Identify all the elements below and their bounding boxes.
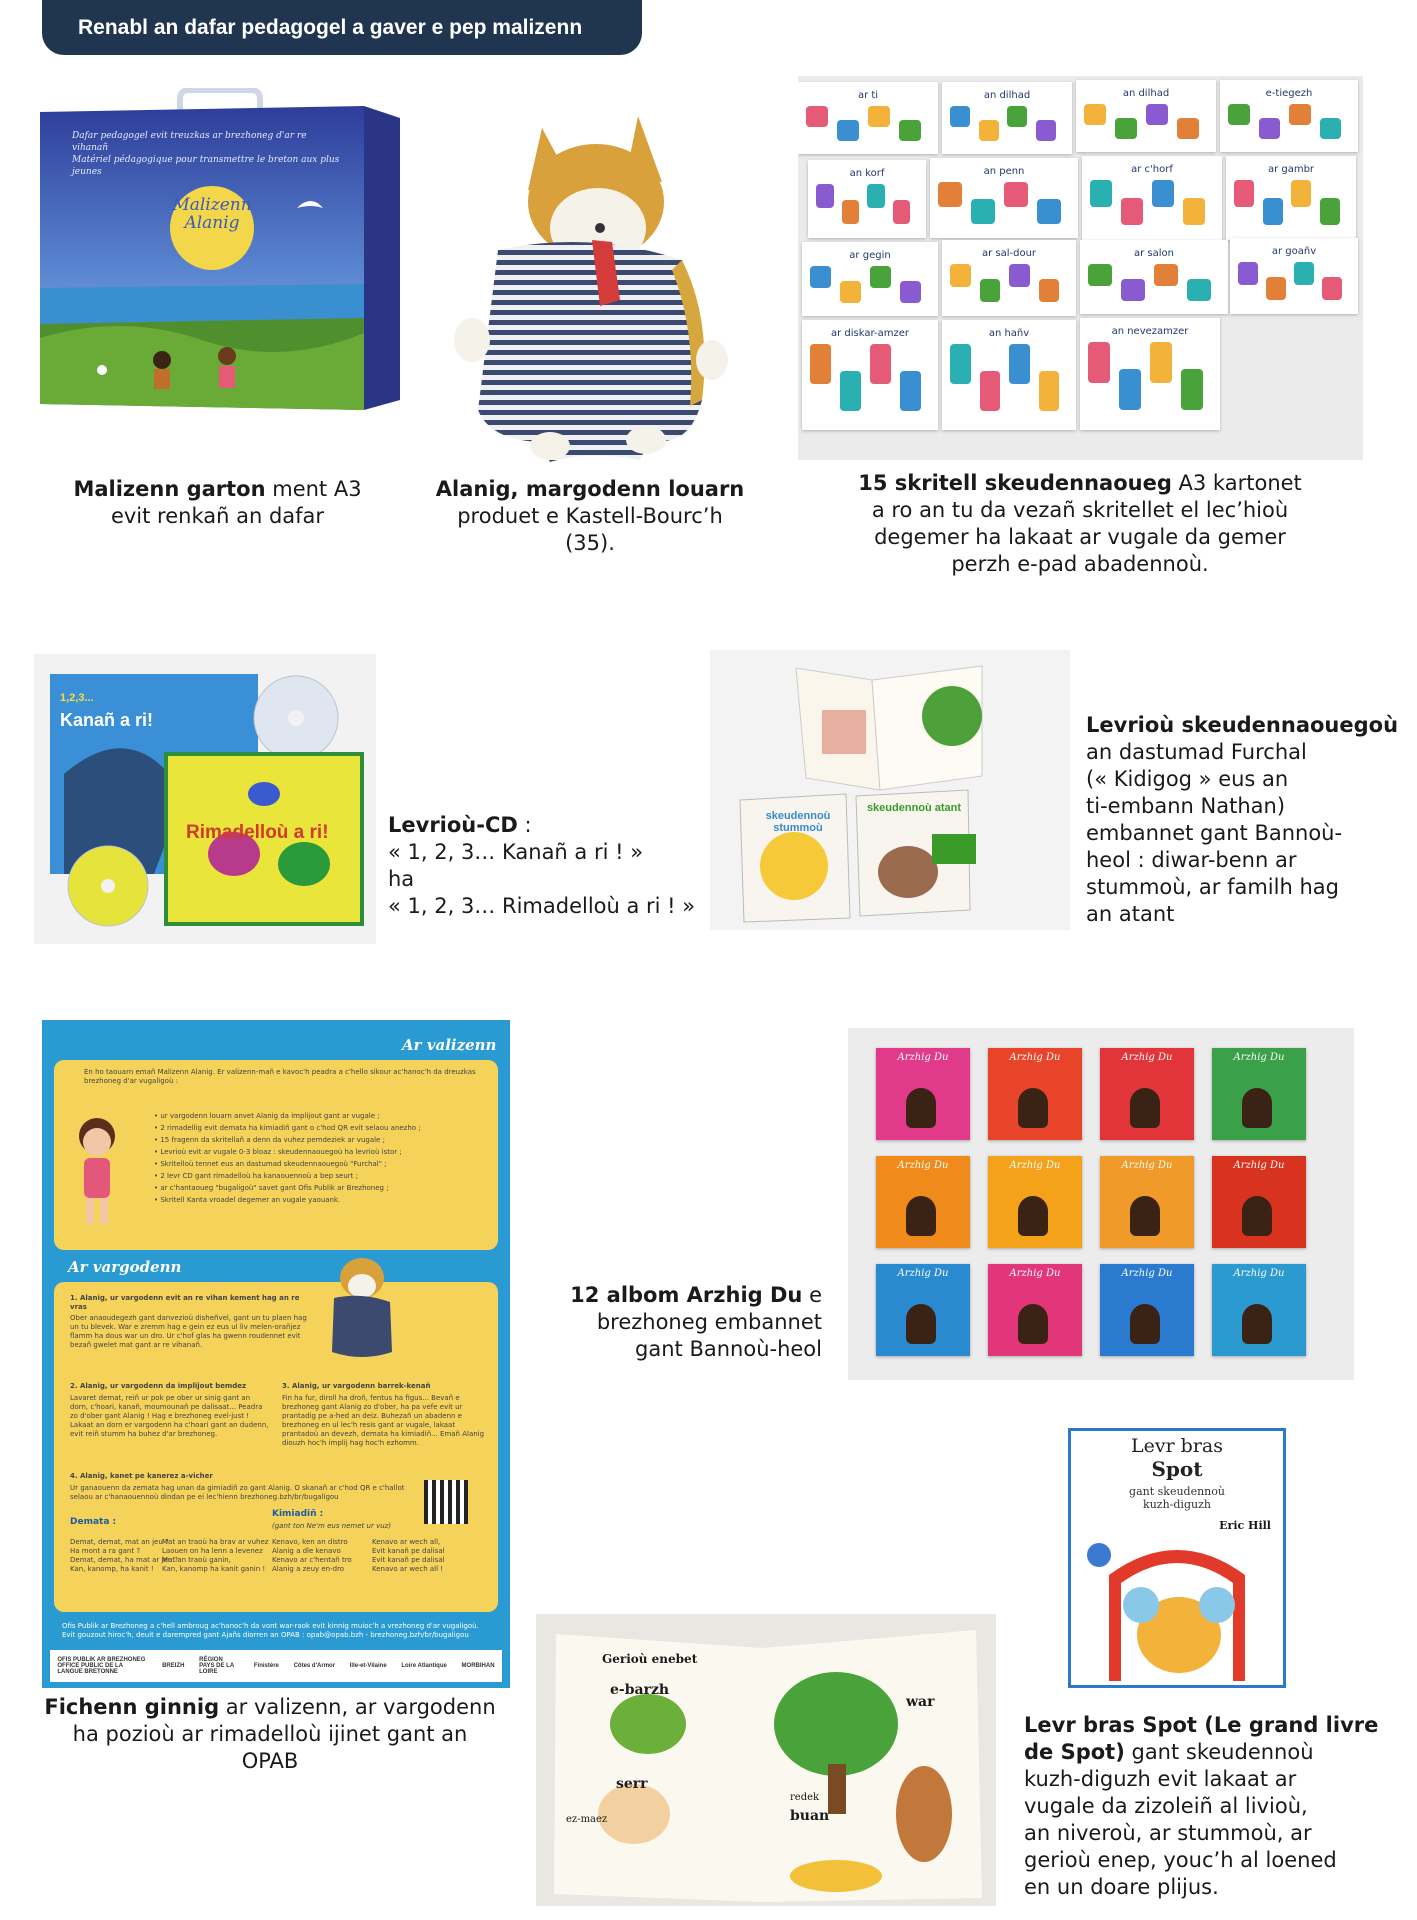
- info-sheet-sec4-text: Ur ganaouenn da zemata hag unan da gimiadiñ zo gant Alanig. O skanañ ar c'hod QR e c'hallot selaou ar c'hanaouennoù dindan pe ei lec'hienn brezhoneg.bzh/br/bugaligou: [70, 1484, 405, 1501]
- spot-caption-bold: Levr bras Spot (Le grand livre: [1024, 1713, 1379, 1737]
- bear-illustration: [1242, 1196, 1272, 1236]
- spot-page-word-5: buan: [790, 1808, 830, 1824]
- spot-caption-line4: vugale da zizoleiñ al livioù,: [1024, 1794, 1308, 1818]
- fox-puppet-illustration: [450, 110, 730, 462]
- cd-caption-line4: « 1, 2, 3… Rimadelloù a ri ! »: [388, 894, 696, 918]
- info-sheet-bullet: • 2 rimadellig evit demata ha kimiadiñ gant o c'hod QR evit selaou anezho ;: [154, 1124, 421, 1132]
- poster-card-picture: [1090, 180, 1112, 207]
- poster-card-title: ar ti: [857, 90, 879, 101]
- poster-card-picture: [1238, 262, 1258, 285]
- puppet-caption-line2: produet e Kastell-Bourc’h: [457, 504, 723, 528]
- poster-card-picture: [971, 199, 995, 224]
- arzhig-album-title: Arzhig Du: [1009, 1052, 1061, 1063]
- arzhig-album-title: Arzhig Du: [897, 1268, 949, 1279]
- arzhig-album-cover: [1212, 1264, 1306, 1356]
- poster-card-picture: [1289, 104, 1311, 125]
- arzhig-album-cover: [1100, 1048, 1194, 1140]
- puppet-image: [450, 110, 730, 462]
- bear-illustration: [1242, 1088, 1272, 1128]
- poster-card-picture: [840, 281, 861, 303]
- cd-book1-num: 1,2,3...: [60, 692, 94, 704]
- arzhig-album-cover: [876, 1048, 970, 1140]
- info-sheet-caption-rest: ar valizenn, ar vargodenn: [219, 1695, 496, 1719]
- info-sheet-sec3-text: Fin ha fur, diroll ha droñ, fentus ha figus... Bevañ e brezhoneg gant Alanig zo d'ober, ha pa vefe evit ur prantadig pe a-hed an deiz. Buhezañ un abadenn e brezhoneg en ul lec'h resis gant ar vugale, lakaat prantadoù an devezh, demata ha kimiadiñ... Emañ Alanig diouzh hoc'h implij hag hoc'h ezhomm.: [282, 1394, 485, 1447]
- cd-book2-title: Rimadelloù a ri!: [186, 822, 329, 843]
- spot-caption-line5: an niveroù, ar stummoù, ar: [1024, 1821, 1312, 1845]
- posters-caption-rest: A3 kartonet: [1171, 471, 1302, 495]
- poster-card-picture: [1320, 118, 1342, 139]
- puppet-caption-line3: (35).: [565, 531, 615, 555]
- arzhig-album-cover: [876, 1264, 970, 1356]
- poster-card: [1080, 318, 1220, 430]
- song-line: Evit kanañ pe dalisal: [372, 1547, 445, 1555]
- demata-label: Demata :: [70, 1517, 117, 1527]
- poster-card-picture: [867, 184, 885, 208]
- poster-card-picture: [899, 120, 921, 141]
- poster-card-picture: [980, 371, 1001, 411]
- info-sheet-caption: [30, 1694, 510, 1775]
- furchal-book1-title: skeudennoù stummoù: [765, 810, 831, 834]
- info-sheet-title-2: Ar vargodenn: [68, 1258, 182, 1276]
- poster-card-picture: [840, 371, 861, 411]
- furchal-caption-line7: stummoù, ar familh hag: [1086, 875, 1339, 899]
- arzhig-album-title: Arzhig Du: [897, 1052, 949, 1063]
- poster-card-picture: [1263, 198, 1283, 225]
- song-line: Demat, demat, ha mat ar jeu ?: [70, 1556, 179, 1564]
- poster-card: [798, 82, 938, 154]
- poster-card-picture: [1121, 279, 1145, 301]
- info-sheet-bullet: • 15 fragenn da skritellañ a denn da vuhez pemdeziek ar vugale ;: [154, 1136, 385, 1144]
- info-sheet-title-1: Ar valizenn: [402, 1036, 497, 1054]
- poster-card-picture: [870, 344, 891, 384]
- puppet-small-illustration: [322, 1252, 402, 1362]
- poster-card: [942, 240, 1076, 316]
- spot-cover-title1: Levr bras: [1130, 1435, 1224, 1457]
- posters-caption-line2: a ro an tu da vezañ skritellet el lec’hioù: [871, 498, 1289, 522]
- info-sheet-caption-line3: OPAB: [241, 1749, 299, 1773]
- poster-card-picture: [1088, 342, 1110, 383]
- logo-ille-vilaine: Ille-et-Vilaine: [349, 1663, 387, 1669]
- info-sheet-sec1-title: 1. Alanig, ur vargodenn evit an re vihan kement hag an re vras: [70, 1294, 300, 1311]
- song-line: Demat, demat, mat an jeu ?: [70, 1538, 169, 1546]
- info-sheet-bullets: [154, 1112, 494, 1208]
- bear-illustration: [906, 1196, 936, 1236]
- poster-card-picture: [950, 344, 971, 384]
- arzhig-album-title: Arzhig Du: [1233, 1268, 1285, 1279]
- furchal-book2-title: skeudennoù atant: [866, 802, 962, 814]
- poster-card-picture: [1152, 180, 1174, 207]
- kimiadin-lines-1: [272, 1538, 352, 1574]
- poster-card-title: an dilhad: [1122, 88, 1170, 99]
- bear-illustration: [1130, 1088, 1160, 1128]
- info-sheet-caption-bold: Fichenn ginnig: [44, 1695, 220, 1719]
- song-line: Kenavo ar wech all,: [372, 1538, 441, 1546]
- poster-card-picture: [1320, 198, 1340, 225]
- poster-card-picture: [900, 281, 921, 303]
- logo-loire-atlantique: Loire Atlantique: [401, 1663, 447, 1669]
- poster-card-title: ar goañv: [1271, 246, 1317, 257]
- poster-card-picture: [980, 279, 1001, 302]
- poster-card-picture: [1154, 264, 1178, 286]
- bear-illustration: [906, 1088, 936, 1128]
- poster-card: [1080, 240, 1228, 314]
- bear-illustration: [1018, 1088, 1048, 1128]
- kimiadin-lines-2: [372, 1538, 445, 1574]
- logo-finistere: Finistère: [253, 1663, 279, 1669]
- poster-card-picture: [979, 120, 999, 141]
- arzhig-caption-rest: e: [802, 1283, 822, 1307]
- song-line: Alanig a dle kenavo: [272, 1547, 341, 1555]
- arzhig-caption-bold: 12 albom Arzhig Du: [570, 1283, 803, 1307]
- cd-caption-line3: ha: [388, 867, 415, 891]
- kimiadin-label: Kimiadiñ :: [272, 1509, 324, 1519]
- poster-card-picture: [1004, 182, 1028, 207]
- cd-book1-title: Kanañ a ri!: [60, 710, 154, 730]
- demata-lines-2: [162, 1538, 268, 1574]
- poster-card-picture: [842, 200, 860, 224]
- suitcase-caption-bold: Malizenn garton: [73, 477, 266, 501]
- cd-caption-rest: :: [517, 813, 532, 837]
- poster-card-title: e-tiegezh: [1265, 88, 1313, 99]
- info-sheet-image: [42, 1020, 510, 1688]
- arzhig-albums-image: [848, 1028, 1354, 1380]
- spot-caption-rest: gant skeudennoù: [1124, 1740, 1314, 1764]
- poster-card-picture: [816, 184, 834, 208]
- arzhig-album-title: Arzhig Du: [1009, 1268, 1061, 1279]
- suitcase-text-fr: Matériel pédagogique pour transmettre le breton aux plus jeunes: [72, 155, 340, 177]
- poster-card: [1230, 238, 1358, 314]
- bear-illustration: [1130, 1196, 1160, 1236]
- posters-caption: [820, 470, 1340, 578]
- poster-card: [1220, 80, 1358, 152]
- puppet-caption: [430, 476, 750, 557]
- arzhig-album-title: Arzhig Du: [1121, 1268, 1173, 1279]
- poster-card-picture: [1115, 118, 1137, 139]
- arzhig-album-title: Arzhig Du: [897, 1160, 949, 1171]
- poster-card-picture: [1177, 118, 1199, 139]
- poster-card-title: ar c'horf: [1131, 164, 1173, 175]
- furchal-caption: [1086, 712, 1406, 928]
- cd-caption-bold: Levrioù-CD: [388, 813, 518, 837]
- song-line: Kenavo, ken an distro: [272, 1538, 348, 1546]
- posters-caption-line4: perzh e-pad abadennoù.: [951, 552, 1209, 576]
- logo-breizh: BREIZH: [162, 1663, 185, 1669]
- poster-card-picture: [1036, 120, 1056, 141]
- song-line: Mat an traoù ganin,: [162, 1556, 231, 1564]
- spot-page-word-4: serr: [616, 1776, 648, 1792]
- poster-card-picture: [893, 200, 911, 224]
- spot-page-word-6: redek: [790, 1792, 820, 1803]
- arzhig-album-cover: [988, 1264, 1082, 1356]
- suitcase-caption-rest: ment A3: [265, 477, 362, 501]
- poster-card-picture: [1121, 198, 1143, 225]
- info-sheet-bullet: • ur vargodenn louarn anvet Alanig da implijout gant ar vugale ;: [154, 1112, 380, 1120]
- furchal-caption-line3: (« Kidigog » eus an: [1086, 767, 1289, 791]
- info-sheet-caption-line2: ha pozioù ar rimadelloù ijinet gant an: [72, 1722, 468, 1746]
- song-line: Kenavo ar wech all !: [372, 1565, 444, 1573]
- poster-card-picture: [1009, 344, 1030, 384]
- poster-card-picture: [1266, 277, 1286, 300]
- logo-morbihan: MORBIHAN: [461, 1663, 495, 1669]
- posters-image: [798, 76, 1363, 460]
- bear-illustration: [906, 1304, 936, 1344]
- cd-caption: [388, 812, 708, 920]
- arzhig-caption-line2: brezhoneg embannet: [596, 1310, 822, 1334]
- poster-card-picture: [1228, 104, 1250, 125]
- arzhig-album-cover: [988, 1048, 1082, 1140]
- suitcase-image: [32, 88, 407, 418]
- arzhig-caption: [540, 1282, 822, 1363]
- poster-card-title: ar gegin: [849, 250, 891, 261]
- poster-card-picture: [1187, 279, 1211, 301]
- poster-card-title: an nevezamzer: [1111, 326, 1189, 337]
- spot-caption-line7: en un doare plijus.: [1024, 1875, 1219, 1899]
- poster-card-picture: [1146, 104, 1168, 125]
- song-line: Mat an traoù ha brav ar vuhez: [162, 1538, 269, 1546]
- poster-card: [942, 320, 1076, 430]
- song-line: Kenavo ar c'hentañ tro: [272, 1556, 352, 1564]
- poster-card-picture: [1234, 180, 1254, 207]
- info-sheet-sec3-title: 3. Alanig, ur vargodenn barrek-kenañ: [282, 1382, 431, 1390]
- info-sheet-sec1-text: Ober anaoudegezh gant danvezioù disheñvel, gant un tu plaen hag un tu blevek. War e zremm hag e gein ez eus ul liv melen-orañjez flamm ha dous war un dro. Ur c'hof glas ha gwenn roudennet evit bezañ gwelet mat gant ar re vihanañ.: [70, 1314, 307, 1349]
- spot-page-word-1: Gerioù enebet: [602, 1652, 698, 1666]
- logo-opab: OFIS PUBLIK AR BREZHONEG: [57, 1657, 146, 1663]
- logo-opab-fr: OFFICE PUBLIC DE LA LANGUE BRETONNE: [57, 1663, 123, 1675]
- cd-books-image: [34, 654, 376, 944]
- suitcase-caption: [40, 476, 395, 530]
- poster-card-title: ar diskar-amzer: [831, 328, 909, 339]
- posters-caption-bold: 15 skritell skeudennaoueg: [858, 471, 1172, 495]
- info-sheet-bullet: • 2 levr CD gant rimadelloù ha kanaouennoù a bep seurt ;: [154, 1172, 358, 1180]
- furchal-books-illustration: [710, 650, 1070, 930]
- song-line: Ha mont a ra gant ?: [70, 1547, 141, 1555]
- suitcase-logo-line2: Alanig: [184, 213, 240, 233]
- poster-card-picture: [1291, 180, 1311, 207]
- poster-card: [1076, 80, 1216, 152]
- arzhig-album-cover: [1100, 1156, 1194, 1248]
- song-line: Kan, kanomp, ha kanit !: [70, 1565, 154, 1573]
- poster-card: [942, 82, 1072, 154]
- spot-open-book-image: [536, 1614, 996, 1906]
- poster-card-picture: [950, 264, 971, 287]
- poster-card-title: an dilhad: [983, 90, 1031, 101]
- page-header: [42, 0, 642, 55]
- furchal-caption-line6: heol : diwar-benn ar: [1086, 848, 1297, 872]
- poster-card-picture: [806, 106, 828, 127]
- poster-card-picture: [1039, 371, 1060, 411]
- bear-illustration: [1018, 1196, 1048, 1236]
- poster-card-title: ar gambr: [1267, 164, 1315, 175]
- poster-card-title: an korf: [849, 168, 885, 179]
- posters-caption-line3: degemer ha lakaat ar vugale da gemer: [874, 525, 1286, 549]
- poster-card-picture: [837, 120, 859, 141]
- info-sheet-bullet: • Levrioù evit ar vugale 0-3 bloaz : skeudennaouegoù ha levrioù istor ;: [154, 1148, 402, 1156]
- poster-card-picture: [950, 106, 970, 127]
- poster-card: [802, 242, 938, 316]
- poster-card-picture: [938, 182, 962, 207]
- child-illustration: [72, 1110, 122, 1230]
- bear-illustration: [1242, 1304, 1272, 1344]
- furchal-caption-line5: embannet gant Bannoù-: [1086, 821, 1343, 845]
- spot-page-word-3: war: [906, 1694, 935, 1710]
- info-sheet-sec2-title: 2. Alanig, ur vargodenn da implijout bemdez: [70, 1382, 247, 1390]
- poster-card-picture: [810, 344, 831, 384]
- spot-caption-line6: gerioù enep, youc’h al loened: [1024, 1848, 1337, 1872]
- arzhig-album-title: Arzhig Du: [1121, 1052, 1173, 1063]
- song-line: Laouen on ha lenn a levenez: [162, 1547, 263, 1555]
- info-sheet-sec4-title: 4. Alanig, kanet pe kanerez a-vicher: [70, 1472, 213, 1480]
- poster-card-picture: [1084, 104, 1106, 125]
- spot-cover-author: Eric Hill: [1219, 1519, 1271, 1532]
- spot-caption: [1024, 1712, 1404, 1901]
- arzhig-album-title: Arzhig Du: [1233, 1052, 1285, 1063]
- poster-card-picture: [810, 266, 831, 288]
- furchal-books-image: [710, 650, 1070, 930]
- info-sheet-bullet: • ar c'hantaoueg "bugaligoù" savet gant Ofis Publik ar Brezhoneg ;: [154, 1184, 389, 1192]
- furchal-caption-line2: an dastumad Furchal: [1086, 740, 1307, 764]
- poster-card-picture: [1259, 118, 1281, 139]
- poster-card-title: an penn: [983, 166, 1025, 177]
- poster-card: [930, 158, 1078, 238]
- info-sheet-intro: En ho taouarn emañ Malizenn Alanig. Er valizenn-mañ e kavoc'h peadra a c'hello sikour ac'hanoc'h da dreuzkas brezhoneg d'ar vugaligoù :: [84, 1068, 476, 1085]
- arzhig-album-cover: [1100, 1264, 1194, 1356]
- poster-card-picture: [900, 371, 921, 411]
- info-sheet-bullet: • Skritelloù tennet eus an dastumad skeudennaouegoù "Furchal" ;: [154, 1160, 387, 1168]
- suitcase-caption-line2: evit renkañ an dafar: [110, 504, 325, 528]
- poster-card-picture: [870, 266, 891, 288]
- spot-cover-sub2: kuzh-diguzh: [1143, 1498, 1211, 1511]
- partner-logos: [50, 1650, 502, 1682]
- cd-caption-line2: « 1, 2, 3… Kanañ a ri ! »: [388, 840, 644, 864]
- furchal-caption-bold: Levrioù skeudennaouegoù: [1086, 713, 1399, 737]
- furchal-caption-line8: an atant: [1086, 902, 1175, 926]
- poster-card-picture: [1181, 369, 1203, 410]
- logo-pays-loire: RÉGION PAYS DE LA LOIRE: [199, 1657, 234, 1675]
- logo-cotes-armor: Côtes d'Armor: [293, 1663, 336, 1669]
- arzhig-caption-line3: gant Bannoù-heol: [635, 1337, 822, 1361]
- song-line: Alanig a zeuy en-dro: [272, 1565, 345, 1573]
- poster-card: [808, 160, 926, 238]
- poster-card: [802, 320, 938, 430]
- poster-card-picture: [1150, 342, 1172, 383]
- poster-card: [1082, 156, 1222, 240]
- poster-card-picture: [1183, 198, 1205, 225]
- poster-card-picture: [1088, 264, 1112, 286]
- poster-card-picture: [1294, 262, 1314, 285]
- poster-card: [1226, 156, 1356, 240]
- page-title: Renabl an dafar pedagogel a gaver e pep malizenn: [78, 15, 583, 39]
- arzhig-album-title: Arzhig Du: [1009, 1160, 1061, 1171]
- poster-card-title: ar salon: [1134, 248, 1174, 259]
- poster-card-title: ar sal-dour: [981, 248, 1037, 259]
- info-sheet-footer: Ofis Publik ar Brezhoneg a c'hell ambroug ac'hanoc'h da vont war-raok evit kinnig muioc'h a vrezhoneg d'ar vugaligoù. Evit gouzout hiroc'h, deuit e darempred gant Ajañs diorren an OPAB : opab@opab.bzh - brezhoneg.bzh/br/bugaligou: [62, 1622, 479, 1639]
- info-sheet-bullet: • Skritell Kanta vroadel degemer an vugale yaouank.: [154, 1196, 341, 1204]
- poster-card-picture: [1322, 277, 1342, 300]
- arzhig-album-cover: [988, 1156, 1082, 1248]
- arzhig-album-cover: [876, 1156, 970, 1248]
- info-sheet-sec2-text: Lavaret demat, reiñ ur pok pe ober ur sinig gant an dorn, c'hoari, kanañ, moumounañ pe dalisaat... Peadra zo d'ober gant Alanig ! Hag e brezhoneg evel-just ! Lakaat an dorn er vargodenn ha c'hoari gant an dudenn, evit reiñ stumm ha buhez d'ar brezhoneg.: [70, 1394, 269, 1438]
- spot-cover-image: [1068, 1428, 1286, 1688]
- kimiadin-note: (gant ton Ne'm eus nemet ur vuz): [272, 1522, 392, 1530]
- spot-caption-bold2: de Spot): [1024, 1740, 1125, 1764]
- poster-card-picture: [1039, 279, 1060, 302]
- furchal-caption-line4: ti-embann Nathan): [1086, 794, 1286, 818]
- poster-card-picture: [868, 106, 890, 127]
- poster-card-picture: [1009, 264, 1030, 287]
- poster-card-picture: [1119, 369, 1141, 410]
- qr-code-icon: [424, 1480, 468, 1524]
- spot-page-word-7: ez-maez: [566, 1814, 608, 1825]
- arzhig-album-title: Arzhig Du: [1233, 1160, 1285, 1171]
- bear-illustration: [1130, 1304, 1160, 1344]
- spot-cover-title2: Spot: [1151, 1457, 1203, 1481]
- spot-page-word-2: e-barzh: [610, 1682, 670, 1698]
- suitcase-text-br: Dafar pedagogel evit treuzkas ar brezhoneg d'ar re vihanañ: [72, 131, 307, 153]
- suitcase-logo-line1: Malizenn: [172, 195, 252, 215]
- spot-caption-line3: kuzh-diguzh evit lakaat ar: [1024, 1767, 1297, 1791]
- puppet-caption-bold: Alanig, margodenn louarn: [435, 477, 745, 501]
- bear-illustration: [1018, 1304, 1048, 1344]
- poster-card-picture: [1037, 199, 1061, 224]
- arzhig-album-cover: [1212, 1048, 1306, 1140]
- arzhig-album-cover: [1212, 1156, 1306, 1248]
- song-line: Evit kanañ pe dalisal: [372, 1556, 445, 1564]
- arzhig-album-title: Arzhig Du: [1121, 1160, 1173, 1171]
- spot-cover-illustration: [1079, 1535, 1275, 1681]
- poster-card-title: an hañv: [988, 328, 1030, 339]
- song-line: Kan, kanomp ha kanit ganin !: [162, 1565, 266, 1573]
- spot-cover-sub1: gant skeudennoù: [1129, 1485, 1225, 1498]
- poster-card-picture: [1007, 106, 1027, 127]
